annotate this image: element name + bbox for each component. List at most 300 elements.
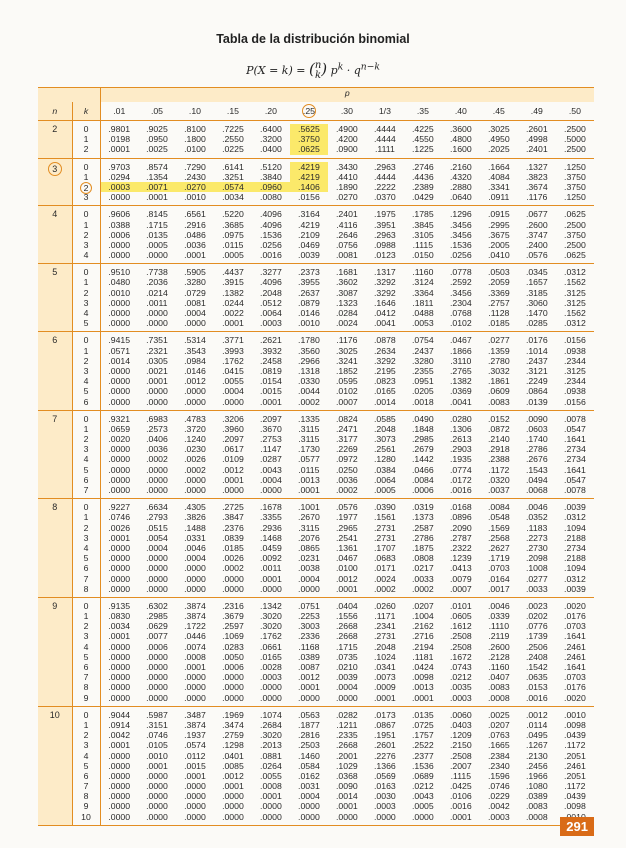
probability-cell: .0115 [298,464,320,475]
probability-cell: .0046 [184,542,206,553]
probability-cell: .0003 [374,801,396,812]
n-value: 9 [38,597,72,706]
probability-cell: .0064 [260,308,282,318]
k-value: 2 [83,522,89,533]
probability-cell: .0446 [184,631,206,642]
probability-cell: .0046 [487,600,510,611]
probability-cell: .0000 [146,692,168,703]
probability-cell: .1080 [525,781,548,792]
probability-cell: .0495 [525,730,548,741]
probability-cell: .2373 [298,267,320,278]
probability-cell: .3720 [184,423,206,434]
page-number: 291 [560,817,594,836]
probability-cell: .0016 [449,485,472,495]
probability-cell: .0004 [298,573,320,584]
probability-cell: .0000 [184,781,206,792]
probability-cell: .0026 [222,553,244,564]
probability-column [442,706,480,825]
probability-cell: .8574 [146,161,168,172]
probability-cell: .0369 [449,386,472,397]
probability-cell: .3206 [222,413,244,424]
probability-cell: .1715 [146,219,168,230]
probability-cell: .0020 [564,600,586,611]
probability-column [442,597,480,706]
probability-cell: .0025 [487,709,510,720]
probability-cell: .0000 [108,239,131,250]
probability-cell: .2522 [411,740,434,751]
probability-cell: .0330 [298,376,320,387]
probability-cell: .3369 [487,287,510,298]
probability-column [252,706,290,825]
probability-cell: .0163 [374,781,396,792]
k-value: 1 [83,345,89,356]
probability-cell: .1359 [487,345,510,356]
probability-cell: .0001 [184,770,206,781]
probability-cell: .0078 [564,413,586,424]
probability-cell: .0102 [449,318,472,329]
probability-cell: .0830 [108,611,131,622]
probability-cell: .0000 [108,454,131,465]
probability-cell: .0002 [336,485,358,495]
probability-cell: .0162 [298,770,320,781]
probability-cell: .0754 [411,335,434,346]
probability-cell: .1029 [336,760,358,771]
probability-cell: .1317 [374,267,396,278]
probability-cell: .0515 [146,522,168,533]
probability-cell: .2541 [336,532,358,543]
probability-cell: .0865 [298,542,320,553]
probability-cell: .0260 [374,600,396,611]
probability-cell: .0000 [146,781,168,792]
probability-cell: .2130 [525,750,548,761]
probability-cell: .0000 [184,682,206,693]
n-value: 5 [38,264,72,332]
p-value-header: .05 [138,102,176,121]
probability-cell: .4305 [184,502,206,513]
probability-cell: .0410 [487,250,510,261]
probability-cell: .2679 [411,444,434,455]
probability-cell: .0010 [564,709,586,720]
probability-cell: .0407 [487,672,510,683]
k-value: 4 [83,750,89,761]
probability-cell: .0000 [146,464,168,475]
probability-cell: .3251 [222,171,244,182]
probability-cell: .2253 [298,611,320,622]
probability-cell: .9044 [108,709,131,720]
probability-cell: .0625 [564,250,586,261]
probability-cell: .1176 [336,335,358,346]
probability-column [480,158,518,206]
probability-cell: .1069 [222,631,244,642]
probability-cell: .3177 [336,434,358,445]
probability-cell: .0881 [260,750,282,761]
probability-column [290,410,328,499]
k-value: 3 [83,365,89,376]
probability-cell: .0054 [146,532,168,543]
probability-cell: .3955 [298,277,320,288]
probability-cell: .3487 [184,709,206,720]
table-group [38,206,594,264]
probability-cell: .0000 [108,542,131,553]
k-values [72,332,100,410]
probability-cell: .2731 [374,631,396,642]
probability-cell: .0212 [411,781,434,792]
probability-column [518,597,556,706]
probability-cell: .2670 [298,512,320,523]
probability-cell: .0071 [138,182,176,192]
probability-cell: .3164 [298,209,320,220]
probability-column [404,158,442,206]
probability-cell: .0574 [214,182,252,192]
probability-cell: .0038 [298,563,320,574]
probability-cell: .0000 [108,192,131,203]
probability-cell: .2963 [374,161,396,172]
probability-column [176,206,214,264]
probability-cell: .0490 [411,413,434,424]
k-value: 2 [83,287,89,298]
probability-cell: .2684 [260,719,282,730]
p-value-header: 1/3 [366,102,404,121]
table-group [38,597,594,706]
table-row [38,410,594,499]
probability-column [176,410,214,499]
probability-cell: .0000 [184,672,206,683]
probability-column [328,206,366,264]
probability-cell: .1250 [564,161,586,172]
probability-column [252,121,290,159]
probability-cell: .2918 [487,444,510,455]
probability-cell: .3280 [184,277,206,288]
probability-cell: .0173 [374,709,396,720]
probability-cell: .2780 [487,355,510,366]
k-value [73,182,100,192]
probability-cell: .0000 [108,474,131,485]
probability-cell: .1094 [564,522,586,533]
probability-cell: .3125 [564,297,586,308]
probability-cell: .2376 [222,522,244,533]
probability-column [328,410,366,499]
probability-cell: .2195 [374,365,396,376]
probability-cell: .1977 [336,512,358,523]
probability-cell: .5625 [290,124,328,134]
probability-cell: .1181 [412,651,434,662]
k-value: 5 [83,386,89,397]
k-values [72,597,100,706]
probability-column [442,158,480,206]
probability-cell: .2500 [564,219,586,230]
probability-cell: .2963 [374,229,396,240]
probability-cell: .2400 [525,239,548,250]
n-value [38,158,72,206]
probability-cell: .4410 [336,171,358,182]
probability-cell: .0225 [222,144,244,155]
probability-cell: .0031 [298,781,320,792]
probability-cell: .2025 [487,144,510,155]
probability-cell: .4116 [336,219,358,230]
probability-cell: .0000 [108,318,131,329]
probability-cell: .0010 [108,287,131,298]
probability-cell: .0039 [336,672,358,683]
probability-cell: .0098 [564,719,586,730]
probability-cell: .0039 [298,250,320,261]
probability-cell: .2013 [260,740,282,751]
probability-cell: .2936 [260,522,282,533]
probability-column [176,706,214,825]
probability-column [214,410,252,499]
probability-cell: .0413 [449,563,472,574]
probability-cell: .0896 [449,512,472,523]
probability-cell: .2388 [487,454,510,465]
probability-cell: .2335 [336,730,358,741]
probability-cell: .2140 [487,434,510,445]
probability-cell: .0077 [146,631,168,642]
probability-cell: .2550 [222,134,244,145]
probability-cell: .0574 [184,740,206,751]
k-value: 4 [83,454,89,465]
k-value: 6 [83,770,89,781]
probability-cell: .0000 [260,583,282,594]
probability-cell: .0205 [411,386,434,397]
probability-cell: .0000 [222,801,244,812]
probability-cell: .0000 [146,553,168,564]
probability-cell: .4225 [411,124,434,134]
probability-cell: .0004 [146,542,168,553]
probability-cell: .1935 [449,454,472,465]
probability-cell: .3060 [525,297,548,308]
k-value: 6 [83,563,89,574]
probability-cell: .0000 [108,297,131,308]
probability-cell: .0547 [564,423,586,434]
probability-cell: .2916 [184,219,206,230]
probability-cell: .0000 [222,692,244,703]
probability-cell: .1569 [487,522,510,533]
probability-cell: .0100 [336,563,358,574]
probability-cell: .1470 [525,308,548,318]
probability-cell: .0006 [108,229,131,240]
probability-cell: .3771 [222,335,244,346]
probability-cell: .2508 [449,641,472,652]
probability-cell: .0001 [260,791,282,802]
n-value: 7 [38,410,72,499]
probability-column [480,499,518,598]
k-value: 2 [83,229,89,240]
probability-column [328,706,366,825]
k-value: 1 [83,719,89,730]
probability-cell: .0972 [336,454,358,465]
probability-cell: .2793 [146,512,168,523]
probability-cell: .1306 [449,423,472,434]
probability-cell: .2128 [487,651,510,662]
k-value: 5 [83,651,89,662]
probability-cell: .1171 [374,611,396,622]
probability-cell: .0217 [411,563,434,574]
probability-column [366,499,404,598]
probability-cell: .0938 [564,345,586,356]
probability-cell: .2150 [449,740,472,751]
probability-cell: .2668 [336,631,358,642]
circled-k-value: 2 [80,182,92,194]
k-value: 7 [83,485,89,495]
probability-cell: .9025 [146,124,168,134]
probability-cell: .0312 [564,318,586,329]
k-value: 5 [83,553,89,564]
probability-cell: .3121 [525,365,548,376]
probability-column [556,121,594,159]
k-value: 5 [83,464,89,475]
probability-cell: .0017 [487,583,510,594]
probability-column [556,264,594,332]
probability-cell: .4096 [260,219,282,230]
probability-cell: .0703 [564,621,586,632]
probability-cell: .3750 [564,229,586,240]
probability-cell: .1536 [260,229,282,240]
k-value: 4 [83,542,89,553]
probability-cell: .0012 [525,709,548,720]
probability-cell: .2059 [487,277,510,288]
probability-cell: .2601 [525,124,548,134]
p-value-header: .10 [176,102,214,121]
probability-column [480,706,518,825]
probability-cell: .2730 [525,542,548,553]
table-row [38,206,594,264]
probability-cell: .3474 [222,719,244,730]
table-group [38,410,594,499]
probability-cell: .3915 [222,277,244,288]
probability-cell: .3560 [298,345,320,356]
probability-cell: .3750 [290,134,328,144]
probability-cell: .0746 [146,730,168,741]
probability-cell: .0823 [374,376,396,387]
probability-cell: .0277 [525,573,548,584]
probability-cell: .1562 [564,308,586,318]
probability-cell: .2377 [411,750,434,761]
probability-cell: .3874 [184,719,206,730]
probability-cell: .0576 [525,250,548,261]
probability-column [556,206,594,264]
probability-cell: .0084 [411,474,434,485]
probability-cell: .9135 [108,600,131,611]
probability-cell: .0006 [146,641,168,652]
probability-cell: .0319 [411,502,434,513]
probability-cell: .0352 [525,512,548,523]
probability-cell: .0156 [564,335,586,346]
probability-cell: .2985 [146,611,168,622]
probability-cell: .0098 [564,801,586,812]
probability-cell: .3020 [260,621,282,632]
probability-cell: .0007 [336,396,358,407]
probability-cell: .2458 [260,355,282,366]
probability-cell: .2995 [487,219,510,230]
probability-cell: .0176 [525,335,548,346]
probability-cell: .0009 [374,682,396,693]
probability-cell: .9415 [108,335,131,346]
probability-cell: .0469 [298,239,320,250]
probability-cell: .0625 [290,144,328,154]
probability-cell: .4437 [222,267,244,278]
probability-cell: .0400 [260,144,282,155]
probability-cell: .0002 [184,464,206,475]
probability-cell: .0000 [108,464,131,475]
probability-cell: .0004 [222,386,244,397]
p-header: p [100,88,594,103]
probability-cell: .1536 [411,760,434,771]
probability-cell: .0000 [108,760,131,771]
probability-cell: .0001 [108,631,131,642]
probability-cell: .0036 [184,239,206,250]
probability-cell: .7351 [146,335,168,346]
probability-cell: .3115 [298,434,320,445]
probability-column [100,264,138,332]
probability-cell: .1665 [487,740,510,751]
k-value: 1 [83,423,89,434]
probability-cell: .2573 [146,423,168,434]
probability-column [100,121,138,159]
probability-cell: .0039 [564,502,586,513]
probability-cell: .3185 [525,287,548,298]
k-value: 4 [83,308,89,318]
probability-cell: .0459 [260,542,282,553]
probability-cell: .2341 [374,621,396,632]
probability-cell: .1762 [222,355,244,366]
probability-cell: .0270 [336,192,358,203]
probability-cell: .0015 [184,760,206,771]
probability-cell: .1488 [184,522,206,533]
probability-cell: .0000 [108,365,131,376]
probability-cell: .0867 [374,719,396,730]
probability-cell: .2048 [374,423,396,434]
probability-cell: .0294 [108,171,131,182]
probability-column [404,410,442,499]
probability-cell: .0774 [449,464,472,475]
probability-cell: .7290 [184,161,206,172]
probability-cell: .3600 [449,124,472,134]
probability-cell: .5987 [146,709,168,720]
k-value: 8 [83,583,89,594]
probability-cell: .0006 [222,662,244,672]
probability-cell: .1672 [449,651,472,662]
probability-cell: .1739 [525,631,548,642]
probability-cell: .2461 [564,641,586,652]
k-value: 7 [83,781,89,792]
probability-cell: .0000 [108,573,131,584]
probability-cell: .0001 [108,740,131,751]
probability-cell: .0164 [487,573,510,584]
probability-cell: .1664 [487,161,510,172]
table-row [38,597,594,706]
probability-cell: .0824 [336,413,358,424]
probability-cell: .0488 [411,308,434,318]
probability-cell: .0467 [449,335,472,346]
probability-cell: .1715 [336,641,358,652]
probability-cell: .2668 [336,740,358,751]
probability-cell: .0000 [108,308,131,318]
n-value: 8 [38,499,72,598]
n-value: 2 [38,121,72,159]
probability-cell: .0004 [184,308,206,318]
probability-cell: .0001 [260,396,282,407]
probability-cell: .1366 [374,760,396,771]
probability-column [442,410,480,499]
probability-cell: .9703 [108,161,131,172]
probability-cell: .2007 [449,760,472,771]
probability-cell: .2194 [411,641,434,652]
probability-cell: .0123 [374,250,396,261]
probability-cell: .1612 [449,621,472,632]
probability-cell: .2276 [374,750,396,761]
probability-cell: .0026 [108,522,131,533]
probability-cell: .3430 [336,161,358,172]
probability-cell: .1115 [450,770,472,781]
